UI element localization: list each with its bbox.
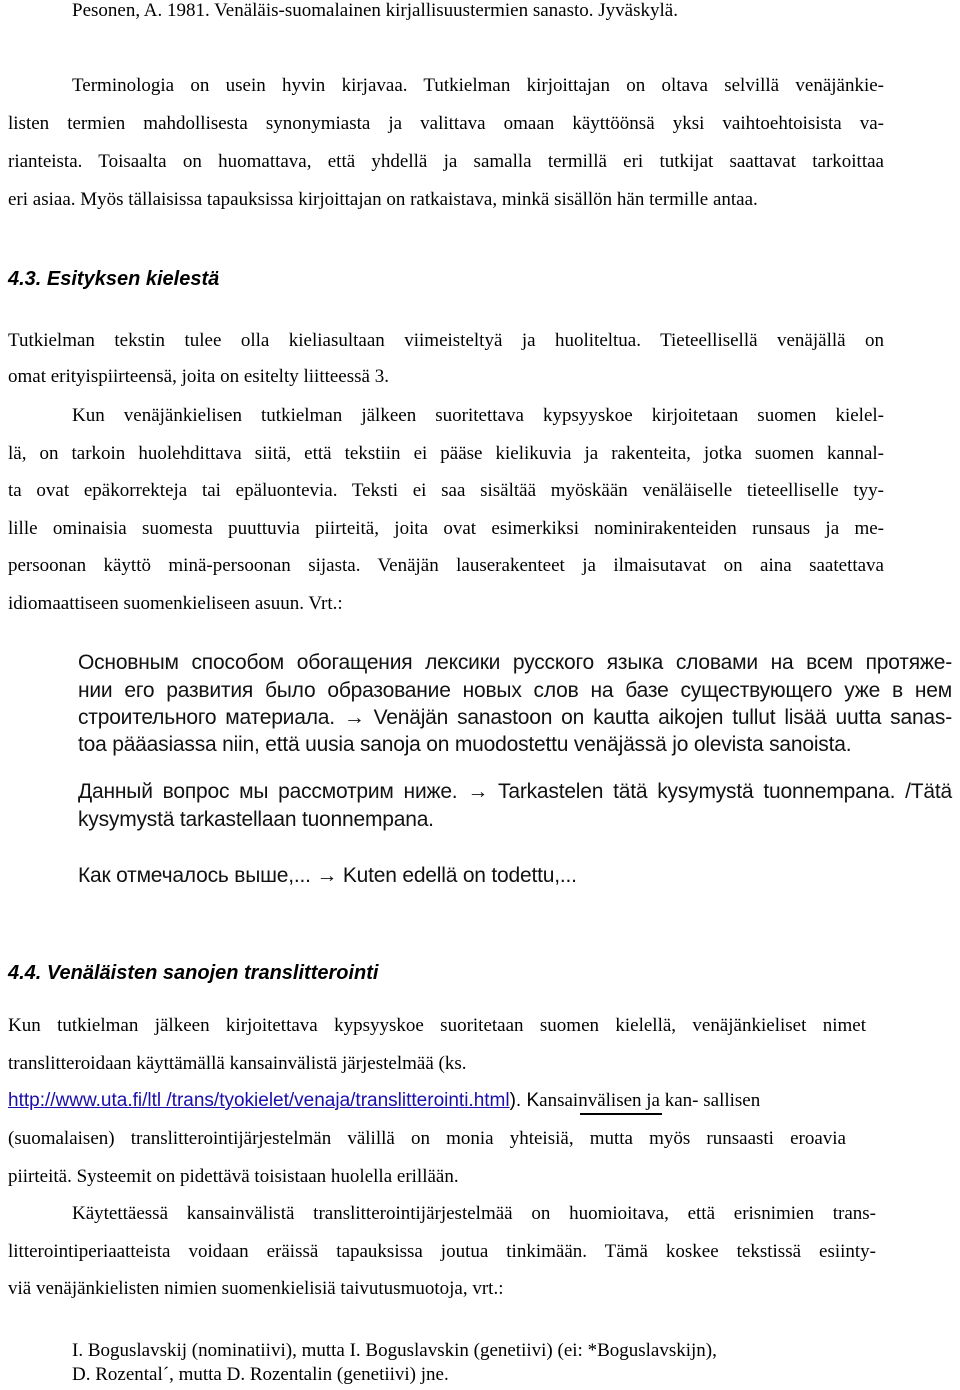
underline-mark [580, 1113, 662, 1115]
text-line: Terminologia on usein hyvin kirjavaa. Tutkielman kirjoittajan on oltava selvillä venäjänkie- [72, 75, 884, 96]
text-line: piirteitä. Systeemit on pidettävä toisistaan huolella erillään. [8, 1166, 459, 1187]
example-line: kysymystä tarkastellaan tuonnempana. [78, 808, 434, 831]
text-line: Tutkielman tekstin tulee olla kieliasultaan viimeisteltyä ja huoliteltua. Tieteellisellä venäjällä on [8, 330, 884, 351]
text-line: Käytettäessä kansainvälistä translitterointijärjestelmää on huomioitava, että erisnimien trans- [72, 1203, 876, 1224]
example-line: toa pääasiassa niin, että uusia sanoja on muodostettu venäjässä jo olevista sanoista. [78, 733, 852, 756]
example-line: Основным способом обогащения лексики русского языка словами на всем протяже- [78, 651, 952, 674]
section-heading-4-4: 4.4. Venäläisten sanojen translitterointi [8, 962, 379, 984]
example-line: I. Boguslavskij (nominatiivi), mutta I. Boguslavskin (genetiivi) (ei: *Boguslavskijn), [72, 1340, 717, 1361]
text-line: litterointiperiaatteista voidaan eräissä tapauksissa joutua tinkimään. Tämä koskee tekstissä esiinty- [8, 1241, 876, 1262]
example-line: строительного материала. → Venäjän sanastoon on kautta aikojen tullut lisää uutta sanas- [78, 706, 952, 729]
text-line: ta ovat epäkorrekteja tai epäluontevia. Teksti ei saa sisältää myöskään venäläiselle tieteelliselle tyy- [8, 480, 884, 501]
text-line: lille ominaisia suomesta puuttuvia piirteitä, joita ovat esimerkiksi nominirakenteiden runsaus ja me- [8, 518, 884, 539]
text-line: lä, on tarkoin huolehdittava siitä, että tekstiin ei pääse kielikuvia ja rakenteita, jotka suomen kannal- [8, 443, 884, 464]
text-line: Kun tutkielman jälkeen kirjoitettava kypsyyskoe suoritetaan suomen kielellä, venäjänkieliset nimet [8, 1015, 866, 1036]
text-line: omat erityispiirteensä, joita on esitelty liitteessä 3. [8, 366, 389, 387]
text-line: idiomaattiseen suomenkieliseen asuun. Vrt.: [8, 593, 343, 614]
example-line: D. Rozental´, mutta D. Rozentalin (genetiivi) jne. [72, 1364, 449, 1385]
text-line: Kun venäjänkielisen tutkielman jälkeen suoritettava kypsyyskoe kirjoitetaan suomen kielel- [72, 405, 884, 426]
text-line: viä venäjänkielisten nimien suomenkielisiä taivutusmuotoja, vrt.: [8, 1278, 504, 1299]
bibliography-entry: Pesonen, A. 1981. Venäläis-suomalainen kirjallisuustermien sanasto. Jyväskylä. [72, 0, 678, 21]
text-line: listen termien mahdollisesta synonymiasta ja valittava omaan käyttöönsä yksi vaihtoehtoisista va- [8, 113, 884, 134]
link-suffix: ). K [509, 1090, 540, 1111]
text-line-rest: ansainvälisen ja kan- sallisen [539, 1090, 761, 1111]
text-line: translitteroidaan käyttämällä kansainvälistä järjestelmää (ks. [8, 1053, 467, 1074]
section-heading-4-3: 4.3. Esityksen kielestä [8, 268, 220, 290]
text-line: rianteista. Toisaalta on huomattava, että yhdellä ja samalla termillä eri tutkijat saattavat tarkoittaa [8, 151, 884, 172]
example-line: нии его развития было образование новых слов на базе существующего уже в нем [78, 679, 952, 702]
text-line: (suomalaisen) translitterointijärjestelmän välillä on monia yhteisiä, mutta myös runsaasti eroavia [8, 1128, 846, 1149]
example-line: Как отмечалось выше,... → Kuten edellä on todettu,... [78, 864, 577, 887]
link-line [8, 1090, 760, 1112]
text-line: eri asiaa. Myös tällaisissa tapauksissa kirjoittajan on ratkaistava, minkä sisällön hän termille antaa. [8, 189, 758, 210]
text-line: persoonan käyttö minä-persoonan sijasta. Venäjän lauserakenteet ja ilmaisutavat on aina saatettava [8, 555, 884, 576]
transliteration-link[interactable]: http://www.uta.fi/ltl /trans/tyokielet/venaja/translitterointi.html [8, 1090, 510, 1111]
example-line: Данный вопрос мы рассмотрим ниже. → Tarkastelen tätä kysymystä tuonnempana. /Tätä [78, 780, 952, 803]
